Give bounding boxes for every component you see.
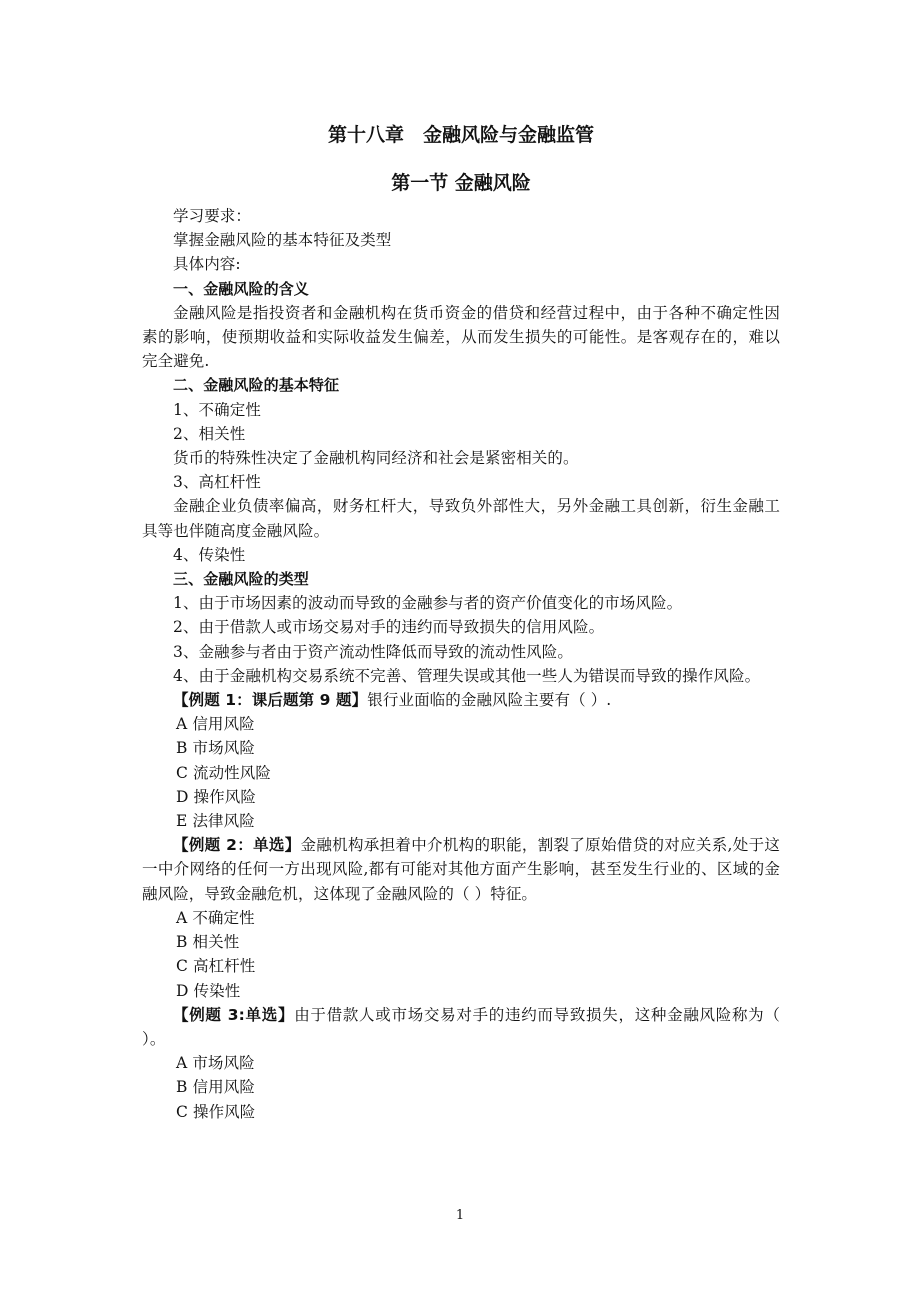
answer-option <box>142 979 780 1003</box>
answer-option <box>142 785 780 809</box>
line-text: B 信用风险 <box>176 1078 255 1097</box>
paragraph <box>142 543 780 567</box>
chapter-title: 第十八章 金融风险与金融监管 <box>327 124 594 146</box>
answer-option <box>142 1051 780 1075</box>
answer-option <box>142 1075 780 1099</box>
page-number: 1 <box>455 1208 465 1223</box>
line-text: 1、由于市场因素的波动而导致的金融参与者的资产价值变化的市场风险。 <box>173 594 683 613</box>
line-text: D 操作风险 <box>176 787 256 806</box>
line-text: 2、相关性 <box>173 424 246 443</box>
paragraph <box>142 640 780 664</box>
paragraph <box>142 1003 780 1051</box>
answer-option <box>142 809 780 833</box>
line-text: 4、由于金融机构交易系统不完善、管理失误或其他一些人为错误而导致的操作风险。 <box>173 666 761 685</box>
paragraph <box>142 446 780 470</box>
answer-option <box>142 736 780 760</box>
line-text: 金融机构承担着中介机构的职能，割裂了原始借贷的对应关系,处于这一中介网络的任何一方出现风险,都有可能对其他方面产生影响，甚至发生行业的、区域的金融风险，导致金融危机，这体现了金融风险的（ ）特征。 <box>142 836 780 903</box>
paragraph <box>142 664 780 688</box>
line-text: 掌握金融风险的基本特征及类型 <box>173 231 392 250</box>
section-heading <box>142 567 780 591</box>
line-text: C 操作风险 <box>176 1102 256 1121</box>
section-heading <box>142 373 780 397</box>
line-text: B 市场风险 <box>176 739 255 758</box>
line-text: 一、金融风险的含义 <box>173 279 309 298</box>
section-heading <box>142 277 780 301</box>
paragraph <box>142 422 780 446</box>
line-text: C 流动性风险 <box>176 763 271 782</box>
line-text: 货币的特殊性决定了金融机构同经济和社会是紧密相关的。 <box>173 449 579 468</box>
line-text: 具体内容: <box>173 255 241 274</box>
line-text: 2、由于借款人或市场交易对手的违约而导致损失的信用风险。 <box>173 618 605 637</box>
example-label: 【例题 1：课后题第 9 题】 <box>173 691 368 710</box>
paragraph <box>142 833 780 906</box>
answer-option <box>142 1100 780 1124</box>
line-text: E 法律风险 <box>176 812 255 831</box>
page-content <box>142 120 780 1124</box>
line-text: 1、不确定性 <box>173 400 261 419</box>
paragraph <box>142 688 780 712</box>
line-text: 3、金融参与者由于资产流动性降低而导致的流动性风险。 <box>173 642 573 661</box>
line-text: A 市场风险 <box>176 1054 255 1073</box>
line-text: C 高杠杆性 <box>176 957 256 976</box>
paragraph <box>142 301 780 374</box>
paragraph <box>142 591 780 615</box>
body-text <box>142 204 780 1124</box>
line-text: 学习要求： <box>173 207 252 225</box>
answer-option <box>142 906 780 930</box>
line-text: A 不确定性 <box>176 908 255 927</box>
answer-option <box>142 761 780 785</box>
line-text: B 相关性 <box>176 933 240 952</box>
line-text: 金融企业负债率偏高，财务杠杆大，导致负外部性大，另外金融工具创新，衍生金融工具等也伴随高度金融风险。 <box>142 497 780 540</box>
answer-option <box>142 712 780 736</box>
line-text: A 信用风险 <box>176 715 255 734</box>
line-text: 由于借款人或市场交易对手的违约而导致损失，这种金融风险称为（ ）。 <box>142 1005 780 1048</box>
line-text: 4、传染性 <box>173 545 246 564</box>
section-title: 第一节 金融风险 <box>391 172 531 194</box>
example-label: 【例题 2：单选】 <box>173 836 301 855</box>
line-text: 二、金融风险的基本特征 <box>173 376 340 395</box>
paragraph <box>142 494 780 542</box>
paragraph <box>142 398 780 422</box>
line-text: 银行业面临的金融风险主要有（ ）. <box>367 691 612 710</box>
line-text: 3、高杠杆性 <box>173 473 261 492</box>
line-text: 三、金融风险的类型 <box>173 570 309 589</box>
paragraph <box>142 252 780 276</box>
paragraph <box>142 228 780 252</box>
example-label: 【例题 3:单选】 <box>173 1005 295 1024</box>
answer-option <box>142 930 780 954</box>
answer-option <box>142 954 780 978</box>
paragraph <box>142 470 780 494</box>
paragraph <box>142 615 780 639</box>
paragraph <box>142 204 780 228</box>
line-text: D 传染性 <box>176 981 241 1000</box>
line-text: 金融风险是指投资者和金融机构在货币资金的借贷和经营过程中，由于各种不确定性因素的影响，使预期收益和实际收益发生偏差，从而发生损失的可能性。是客观存在的，难以完全避免. <box>142 303 780 371</box>
